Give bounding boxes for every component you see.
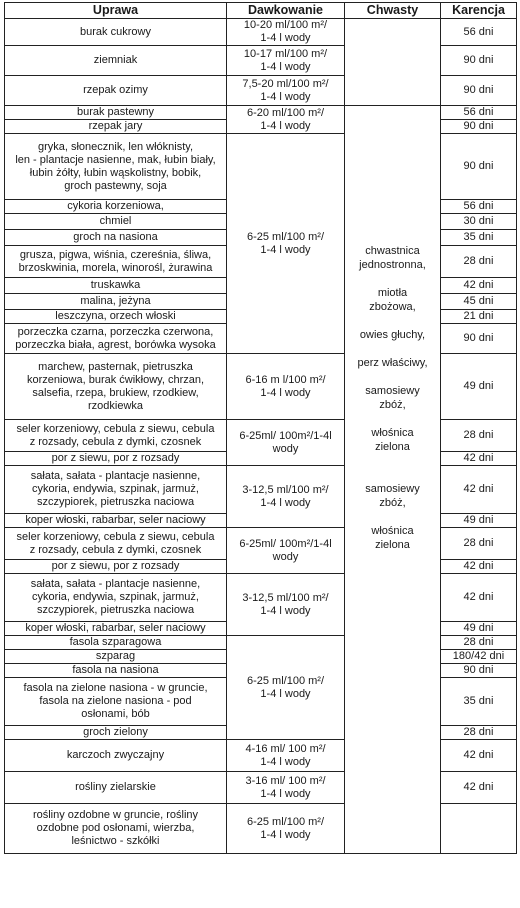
header-karencja: Karencja <box>441 3 517 19</box>
crop-cell: koper włoski, rabarbar, seler naciowy <box>5 622 227 636</box>
karencja-cell: 42 dni <box>441 574 517 622</box>
karencja-cell: 30 dni <box>441 214 517 230</box>
dose-cell: 4-16 ml/ 100 m²/ 1-4 l wody <box>227 740 345 772</box>
weeds-cell-empty <box>345 19 441 106</box>
table-row <box>5 354 517 420</box>
crop-cell: rośliny zielarskie <box>5 772 227 804</box>
karencja-cell: 90 dni <box>441 324 517 354</box>
karencja-cell: 90 dni <box>441 664 517 678</box>
table-row <box>5 19 517 46</box>
crop-cell: rośliny ozdobne w gruncie, rośliny ozdobne pod osłonami, wierzba, leśnictwo - szkółki <box>5 804 227 854</box>
table-row <box>5 528 517 560</box>
karencja-cell: 28 dni <box>441 726 517 740</box>
karencja-cell: 42 dni <box>441 740 517 772</box>
karencja-cell: 42 dni <box>441 772 517 804</box>
crop-cell: sałata, sałata - plantacje nasienne, cykoria, endywia, szpinak, jarmuż, szczypiorek, pietruszka naciowa <box>5 574 227 622</box>
table-row <box>5 76 517 106</box>
crop-cell: leszczyna, orzech włoski <box>5 310 227 324</box>
header-weeds: Chwasty <box>345 3 441 19</box>
karencja-cell: 180/42 dni <box>441 650 517 664</box>
karencja-cell: 28 dni <box>441 246 517 278</box>
table-row <box>5 466 517 514</box>
karencja-cell: 28 dni <box>441 420 517 452</box>
crop-cell: rzepak ozimy <box>5 76 227 106</box>
dose-cell: 6-25 ml/100 m²/ 1-4 l wody <box>227 804 345 854</box>
table-row <box>5 420 517 452</box>
dose-cell: 10-17 ml/100 m²/ 1-4 l wody <box>227 46 345 76</box>
crop-cell: sałata, sałata - plantacje nasienne, cykoria, endywia, szpinak, jarmuż, szczypiorek, pietruszka naciowa <box>5 466 227 514</box>
karencja-cell: 90 dni <box>441 120 517 134</box>
crop-cell: malina, jeżyna <box>5 294 227 310</box>
product-table <box>4 2 517 854</box>
karencja-cell: 42 dni <box>441 278 517 294</box>
crop-cell: szparag <box>5 650 227 664</box>
karencja-cell: 49 dni <box>441 514 517 528</box>
dose-cell: 6-20 ml/100 m²/ 1-4 l wody <box>227 106 345 134</box>
karencja-cell: 35 dni <box>441 678 517 726</box>
karencja-cell: 42 dni <box>441 452 517 466</box>
table-row <box>5 740 517 772</box>
karencja-cell: 42 dni <box>441 466 517 514</box>
dose-cell: 6-16 m l/100 m²/ 1-4 l wody <box>227 354 345 420</box>
table-row <box>5 574 517 622</box>
karencja-cell: 49 dni <box>441 622 517 636</box>
dose-cell: 6-25 ml/100 m²/ 1-4 l wody <box>227 636 345 740</box>
crop-cell: karczoch zwyczajny <box>5 740 227 772</box>
karencja-cell: 45 dni <box>441 294 517 310</box>
crop-cell: grusza, pigwa, wiśnia, czereśnia, śliwa, brzoskwinia, morela, winorośl, żurawina <box>5 246 227 278</box>
crop-cell: burak pastewny <box>5 106 227 120</box>
karencja-cell: 35 dni <box>441 230 517 246</box>
karencja-cell: 21 dni <box>441 310 517 324</box>
crop-cell: truskawka <box>5 278 227 294</box>
dose-cell: 7,5-20 ml/100 m²/ 1-4 l wody <box>227 76 345 106</box>
karencja-cell: 90 dni <box>441 134 517 200</box>
crop-cell: fasola na nasiona <box>5 664 227 678</box>
crop-cell: por z siewu, por z rozsady <box>5 452 227 466</box>
crop-cell: rzepak jary <box>5 120 227 134</box>
karencja-cell: 56 dni <box>441 106 517 120</box>
dose-cell: 3-12,5 ml/100 m²/ 1-4 l wody <box>227 574 345 636</box>
table-row <box>5 804 517 854</box>
karencja-cell: 42 dni <box>441 560 517 574</box>
crop-cell: porzeczka czarna, porzeczka czerwona, porzeczka biała, agrest, borówka wysoka <box>5 324 227 354</box>
crop-cell: koper włoski, rabarbar, seler naciowy <box>5 514 227 528</box>
dose-cell: 6-25ml/ 100m²/1-4l wody <box>227 420 345 466</box>
table-header-row <box>5 3 517 19</box>
karencja-cell: 90 dni <box>441 46 517 76</box>
crop-cell: marchew, pasternak, pietruszka korzeniowa, burak ćwikłowy, chrzan, salsefia, rzepa, brukiew, rzodkiew, rzodkiewka <box>5 354 227 420</box>
dose-cell: 6-25ml/ 100m²/1-4l wody <box>227 528 345 574</box>
dose-cell: 3-16 ml/ 100 m²/ 1-4 l wody <box>227 772 345 804</box>
karencja-cell: 90 dni <box>441 76 517 106</box>
weeds-cell-empty <box>441 804 517 854</box>
weeds-cell: chwastnica jednostronna, miotła zbożowa, owies głuchy, perz właściwy, samosiewy zbóż, włośnica zielona samosiewy zbóż, włośnica zielona <box>345 106 441 854</box>
table-row <box>5 46 517 76</box>
crop-cell: ziemniak <box>5 46 227 76</box>
karencja-cell: 28 dni <box>441 636 517 650</box>
crop-cell: chmiel <box>5 214 227 230</box>
karencja-cell: 49 dni <box>441 354 517 420</box>
crop-cell: por z siewu, por z rozsady <box>5 560 227 574</box>
table-row <box>5 636 517 650</box>
crop-cell: cykoria korzeniowa, <box>5 200 227 214</box>
karencja-cell: 28 dni <box>441 528 517 560</box>
crop-cell: seler korzeniowy, cebula z siewu, cebula z rozsady, cebula z dymki, czosnek <box>5 528 227 560</box>
header-dose: Dawkowanie <box>227 3 345 19</box>
table-row <box>5 134 517 200</box>
crop-cell: groch na nasiona <box>5 230 227 246</box>
crop-cell: gryka, słonecznik, len włóknisty, len - plantacje nasienne, mak, łubin biały, łubin żółty, łubin wąskolistny, bobik, groch pastewny, soja <box>5 134 227 200</box>
table-row <box>5 772 517 804</box>
crop-cell: groch zielony <box>5 726 227 740</box>
table-row <box>5 106 517 120</box>
karencja-cell: 56 dni <box>441 200 517 214</box>
crop-cell: fasola szparagowa <box>5 636 227 650</box>
crop-cell: seler korzeniowy, cebula z siewu, cebula z rozsady, cebula z dymki, czosnek <box>5 420 227 452</box>
dose-cell: 3-12,5 ml/100 m²/ 1-4 l wody <box>227 466 345 528</box>
header-crop: Uprawa <box>5 3 227 19</box>
dose-cell: 6-25 ml/100 m²/ 1-4 l wody <box>227 134 345 354</box>
crop-cell: fasola na zielone nasiona - w gruncie, fasola na zielone nasiona - pod osłonami, bób <box>5 678 227 726</box>
karencja-cell: 56 dni <box>441 19 517 46</box>
dose-cell: 10-20 ml/100 m²/ 1-4 l wody <box>227 19 345 46</box>
crop-cell: burak cukrowy <box>5 19 227 46</box>
